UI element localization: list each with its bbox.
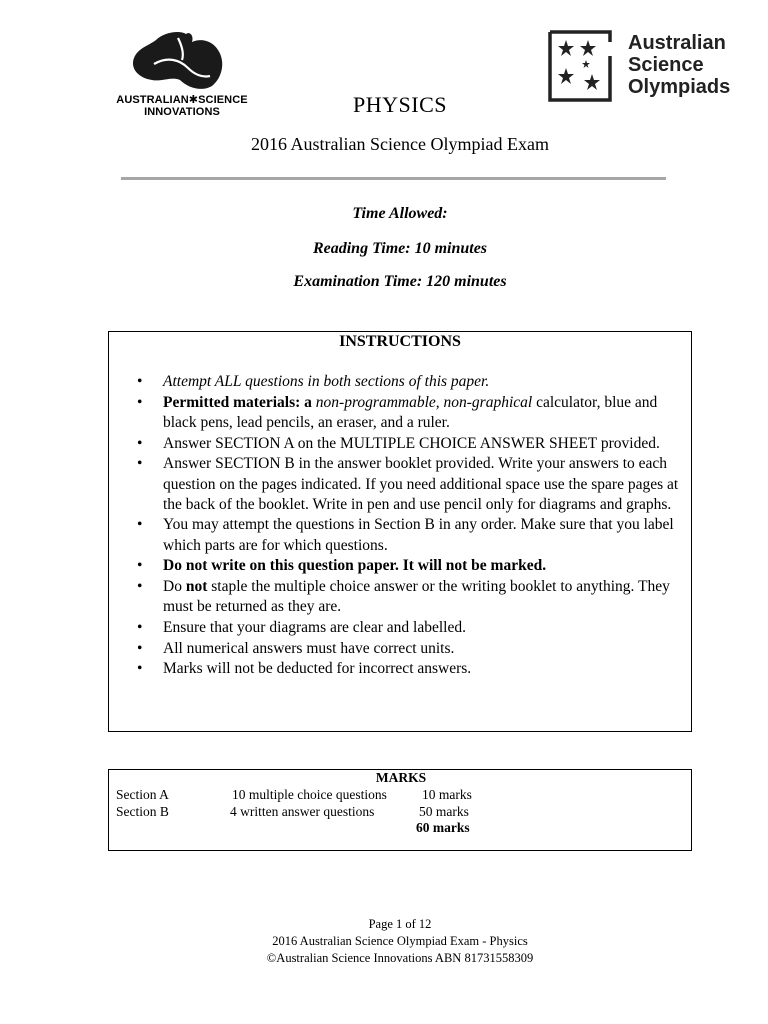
bullet-icon: • <box>137 578 143 596</box>
instructions-heading: INSTRUCTIONS <box>339 333 461 350</box>
aso-logo-line2: Science <box>628 54 704 76</box>
list-item: • Answer SECTION B in the answer booklet provided. Write your answers to each question on the pages indicated. If you need additional space use the spare pages at the back of the booklet. Write in pen and use pencil only for diagrams and graphs. <box>137 455 679 513</box>
aso-logo-line3: Olympiads <box>628 76 731 98</box>
aso-logo-line1: Australian <box>628 32 726 54</box>
list-item: • Answer SECTION A on the MULTIPLE CHOICE ANSWER SHEET provided. <box>137 434 683 454</box>
table-row <box>109 804 691 821</box>
header-divider <box>121 177 666 180</box>
time-allowed-label: Time Allowed: <box>352 205 448 222</box>
footer-copyright: ©Australian Science Innovations ABN 81731558309 <box>266 951 534 965</box>
bullet-icon: • <box>137 516 143 534</box>
page-title: PHYSICS <box>353 92 447 117</box>
marks-value: 10 marks <box>422 787 472 802</box>
bullet-icon: • <box>137 618 143 636</box>
marks-section: Section B <box>116 804 169 819</box>
list-item: • All numerical answers must have correct units. <box>137 639 683 659</box>
bullet-icon: • <box>137 639 143 657</box>
page-number: Page 1 of 12 <box>368 917 432 931</box>
marks-box <box>108 769 692 851</box>
bullet-icon: • <box>137 393 143 411</box>
footer-exam-title: 2016 Australian Science Olympiad Exam - Physics <box>272 934 528 948</box>
marks-description: 4 written answer questions <box>230 804 375 819</box>
asi-logo-text-line2: INNOVATIONS <box>144 106 220 118</box>
list-item: • Permitted materials: a non-programmable, non-graphical calculator, blue and black pens, lead pencils, an eraser, and a ruler. <box>137 393 658 431</box>
exam-subtitle: 2016 Australian Science Olympiad Exam <box>251 134 549 154</box>
list-item: • Ensure that your diagrams are clear and labelled. <box>137 618 683 638</box>
bullet-icon: • <box>137 434 143 452</box>
examination-time: Examination Time: 120 minutes <box>293 273 507 290</box>
instructions-box <box>108 331 692 732</box>
marks-value: 50 marks <box>419 804 469 819</box>
bullet-icon: • <box>137 557 143 575</box>
instructions-list <box>137 372 683 680</box>
list-item: • Attempt ALL questions in both sections of this paper. <box>137 372 683 392</box>
marks-section: Section A <box>116 787 169 802</box>
list-item: • You may attempt the questions in Section B in any order. Make sure that you label which parts are for which questions. <box>137 516 674 554</box>
bullet-icon: • <box>137 455 143 473</box>
asi-logo-text-line1: AUSTRALIAN✱SCIENCE <box>116 94 248 106</box>
bullet-icon: • <box>137 373 143 390</box>
marks-total-row <box>109 820 691 837</box>
list-item: • Marks will not be deducted for incorrect answers. <box>137 659 683 679</box>
list-item: • Do not staple the multiple choice answer or the writing booklet to anything. They must be returned as they are. <box>137 578 670 616</box>
marks-description: 10 multiple choice questions <box>232 787 387 802</box>
marks-total: 60 marks <box>416 820 470 835</box>
bullet-icon: • <box>137 660 143 678</box>
marks-heading: MARKS <box>375 770 427 785</box>
table-row <box>109 787 691 804</box>
australia-map-icon <box>128 30 232 92</box>
reading-time: Reading Time: 10 minutes <box>312 240 488 257</box>
list-item: • Do not write on this question paper. It will not be marked. <box>137 556 683 576</box>
